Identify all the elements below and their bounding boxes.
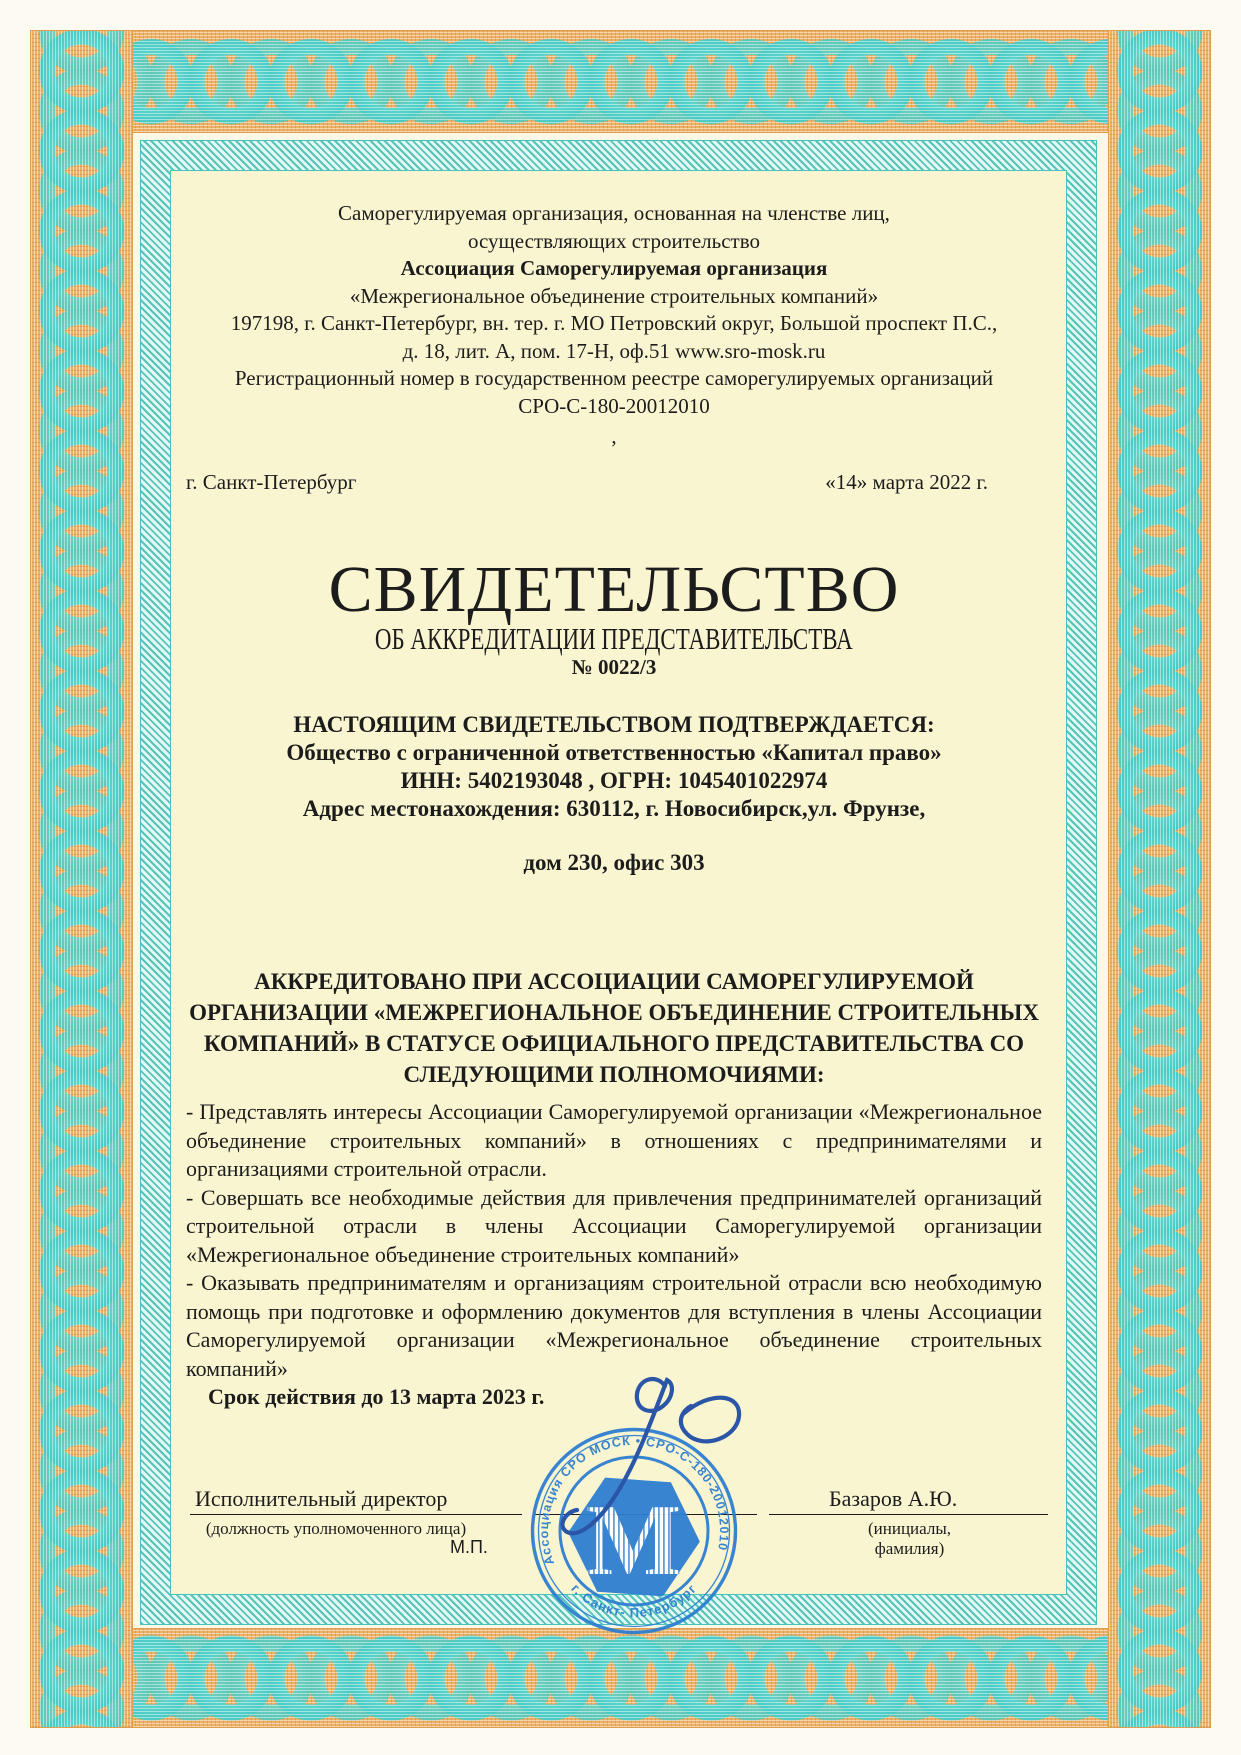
confirmation-heading: НАСТОЯЩИМ СВИДЕТЕЛЬСТВОМ ПОДТВЕРЖДАЕТСЯ: bbox=[293, 712, 935, 737]
issue-date: «14» марта 2022 г. bbox=[825, 470, 988, 494]
power-item: - Представлять интересы Ассоциации Саморегулируемой организации «Межрегиональное объединение строительных компаний» в отношениях с предпринимателями и организациями строительной отрасли. bbox=[186, 1099, 1042, 1181]
power-item: - Совершать все необходимые действия для привлечения предпринимателей организаций строительной отрасли в члены Ассоциации Саморегулируемой организации «Межрегиональное объединение строительных компаний» bbox=[186, 1184, 1042, 1267]
signer-position: Исполнительный директор bbox=[195, 1486, 448, 1511]
power-item: - Оказывать предпринимателям и организациям строительной отрасли всю необходимую помощь при подготовке и оформлению документов для вступления в члены Ассоциации Саморегулируемой организации «Межрегиональное объединение строительных компаний» bbox=[186, 1270, 1042, 1381]
guilloche-border-right bbox=[1108, 30, 1211, 1728]
signature-line-right bbox=[769, 1514, 1048, 1515]
registry-note: Регистрационный номер в государственном реестре саморегулируемых организаций bbox=[234, 366, 994, 390]
issue-place: г. Санкт-Петербург bbox=[186, 470, 357, 494]
certificate-subtitle-text: ОБ АККРЕДИТАЦИИ ПРЕДСТАВИТЕЛЬСТВА bbox=[375, 621, 853, 656]
seal-place-mark: М.П. bbox=[450, 1537, 488, 1557]
issuer-line: «Межрегиональное объединение строительных компаний» bbox=[349, 283, 879, 308]
issuer-header bbox=[186, 200, 1042, 420]
signature-line-left bbox=[190, 1514, 522, 1515]
accreditation-heading-line: АККРЕДИТОВАНО ПРИ АССОЦИАЦИИ САМОРЕГУЛИРУЕМОЙ bbox=[254, 969, 974, 994]
issuer-address: д. 18, лит. А, пом. 17-Н, оф.51 www.sro-mosk.ru bbox=[402, 338, 826, 363]
stamp-arc-bottom-label: г. Санкт- Петербург bbox=[568, 1580, 700, 1621]
accreditation-heading-line: ОРГАНИЗАЦИИ «МЕЖРЕГИОНАЛЬНОЕ ОБЪЕДИНЕНИЕ СТРОИТЕЛЬНЫХ bbox=[189, 1000, 1039, 1025]
handwritten-signature bbox=[515, 1372, 775, 1572]
issuer-line: осуществляющих строительство bbox=[467, 228, 761, 253]
accreditation-heading bbox=[186, 966, 1042, 1090]
company-address-line1: Адрес местонахождения: 630112, г. Новосибирск,ул. Фрунзе, bbox=[302, 796, 926, 821]
stamp-monogram: М bbox=[585, 1484, 683, 1597]
stray-comma: , bbox=[611, 424, 617, 448]
validity-period: Срок действия до 13 марта 2023 г. bbox=[208, 1384, 545, 1409]
certificate-number: № 0022/3 bbox=[571, 655, 657, 679]
signature-stroke-loop bbox=[681, 1398, 739, 1442]
guilloche-border-left bbox=[30, 30, 133, 1728]
company-name: Общество с ограниченной ответственностью «Капитал право» bbox=[286, 740, 942, 765]
company-address-line2: дом 230, офис 303 bbox=[523, 850, 705, 875]
signature-stroke-main bbox=[562, 1379, 671, 1533]
issuer-address: 197198, г. Санкт-Петербург, вн. тер. г. МО Петровский округ, Большой проспект П.С., bbox=[230, 311, 998, 335]
accreditation-heading-line: КОМПАНИЙ» В СТАТУСЕ ОФИЦИАЛЬНОГО ПРЕДСТАВИТЕЛЬСТВА СО bbox=[203, 1031, 1025, 1056]
signer-name: Базаров А.Ю. bbox=[829, 1486, 958, 1511]
guilloche-border-top bbox=[30, 30, 1211, 133]
company-requisites: ИНН: 5402193048 , ОГРН: 1045401022974 bbox=[400, 768, 828, 793]
registry-number: СРО-С-180-20012010 bbox=[518, 393, 710, 418]
name-caption: (инициалы, фамилия) bbox=[868, 1519, 951, 1558]
stamp-arc-top-label: Ассоциация СРО МОСК • СРО-С-180-20012010 bbox=[536, 1433, 732, 1567]
guilloche-border-bottom bbox=[30, 1628, 1211, 1728]
issuer-association-name: Ассоциация Саморегулируемая организация bbox=[400, 256, 828, 280]
certificate-title: СВИДЕТЕЛЬСТВО bbox=[328, 553, 900, 626]
issuer-line: Саморегулируемая организация, основанная на членстве лиц, bbox=[338, 201, 890, 225]
certificate-subtitle bbox=[186, 622, 1042, 656]
powers-list bbox=[186, 1098, 1042, 1412]
position-caption: (должность уполномоченного лица) bbox=[205, 1519, 467, 1538]
accreditation-heading-line: СЛЕДУЮЩИМИ ПОЛНОМОЧИЯМИ: bbox=[403, 1062, 825, 1087]
